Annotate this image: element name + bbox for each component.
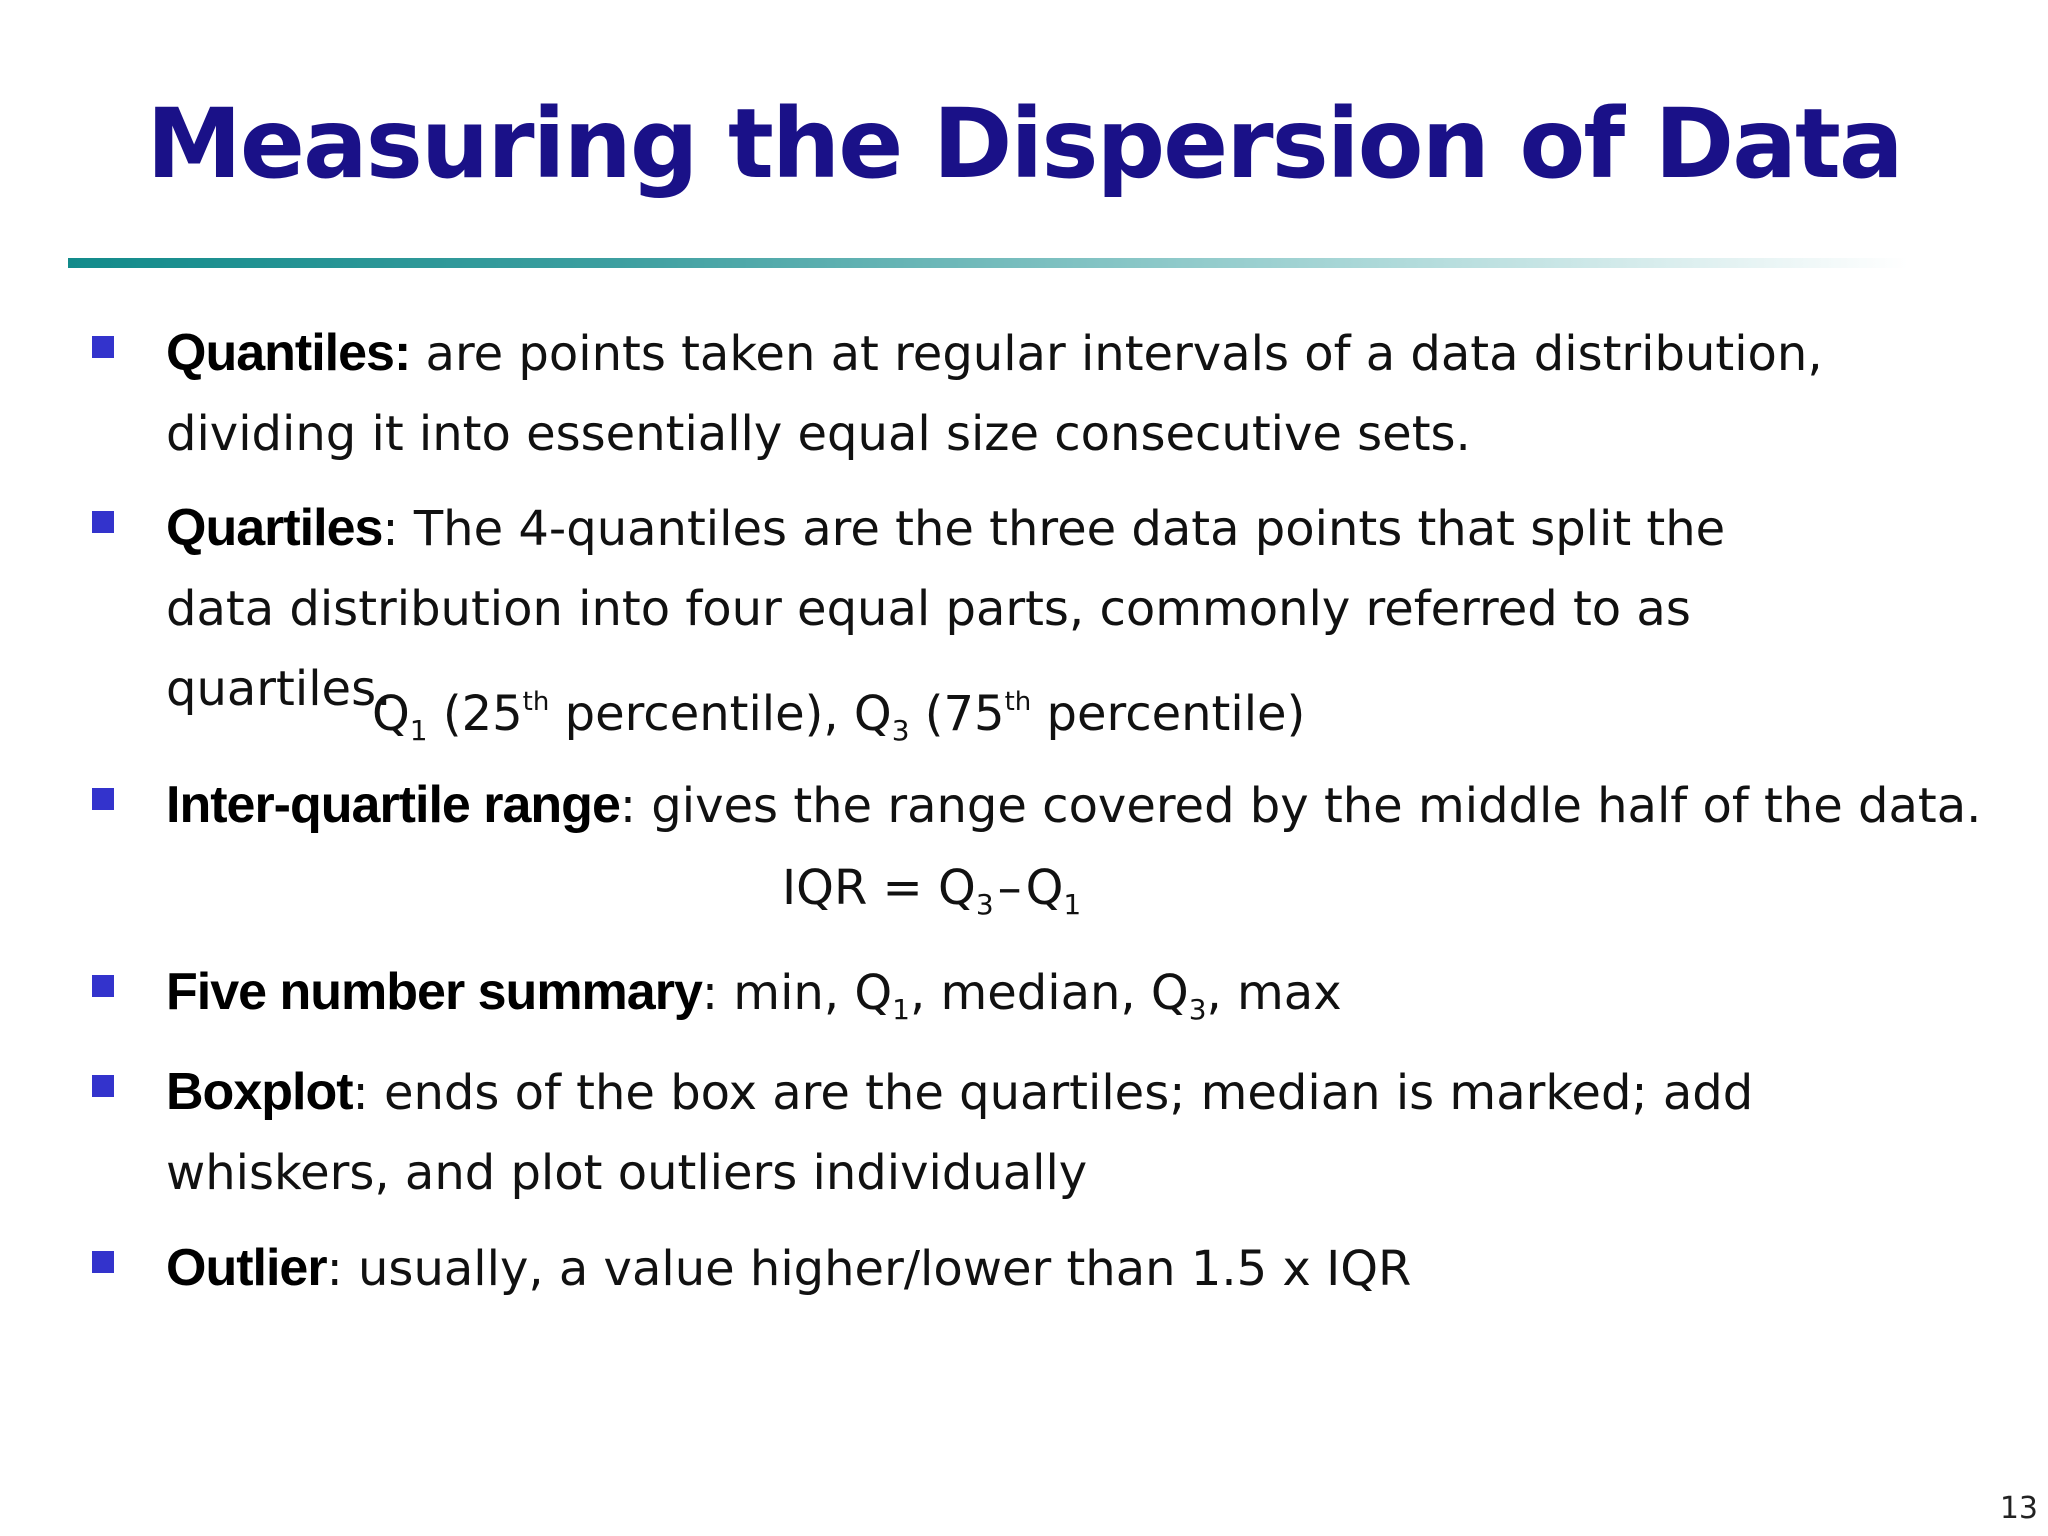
bullet-quantiles [166,313,1996,474]
percentile-line [372,672,1305,761]
q1-subscript: 1 [892,993,910,1026]
bullet-square-icon [92,1075,114,1097]
slide-title: Measuring the Dispersion of Data [146,88,1902,200]
bullet-square-icon [92,336,114,358]
bullet-square-icon [92,788,114,810]
percentile-text-2: percentile) [1031,686,1306,742]
bullet-boxplot [166,1052,1946,1213]
q1-subscript: 1 [1063,888,1082,921]
percent-25: (25 [427,686,523,742]
ordinal-superscript: th [1004,687,1032,717]
summary-text-3: , max [1206,965,1342,1021]
bullet-square-icon [92,975,114,997]
bullet-square-icon [92,511,114,533]
bullet-square-icon [92,1251,114,1273]
q3-subscript: 3 [1188,993,1207,1026]
bullet-iqr [166,765,2006,846]
summary-text-1: : min, Q [701,965,893,1021]
bullet-quantiles-text: are points taken at regular intervals of a data distribution, dividing it into essentially equal size consecutive sets. [166,326,1823,462]
term-boxplot: Boxplot [166,1063,353,1121]
q3-subscript: 3 [891,714,910,747]
term-quantiles: Quantiles: [166,324,411,382]
q-symbol: Q [1025,860,1064,916]
q1-subscript: 1 [409,714,428,747]
iqr-lhs: IQR = Q [782,860,976,916]
bullet-iqr-text: : gives the range covered by the middle half of the data. [619,778,1982,834]
bullet-outlier [166,1228,2006,1309]
title-divider [68,258,1908,268]
summary-text-2: , median, Q [909,965,1189,1021]
bullet-quartiles-text: : The 4-quantiles are the three data points that split the data distribution into four equal parts, commonly referred to as quartiles. [166,501,1726,717]
bullet-five-number-summary [166,952,2006,1050]
ordinal-superscript: th [522,687,550,717]
term-outlier: Outlier [166,1239,327,1297]
page-number: 13 [1999,1491,2038,1526]
percentile-text-1: percentile), Q [549,686,892,742]
percent-75: (75 [909,686,1005,742]
bullet-outlier-text: : usually, a value higher/lower than 1.5 x IQR [326,1241,1412,1297]
q-symbol: Q [372,686,410,742]
minus-sign: – [997,860,1022,916]
iqr-formula [782,858,1081,935]
term-five-number-summary: Five number summary [166,963,702,1021]
bullet-boxplot-text: : ends of the box are the quartiles; median is marked; add whiskers, and plot outliers individually [166,1065,1754,1201]
q3-subscript: 3 [975,888,994,921]
term-quartiles: Quartiles [166,499,383,557]
term-iqr: Inter-quartile range [166,776,620,834]
